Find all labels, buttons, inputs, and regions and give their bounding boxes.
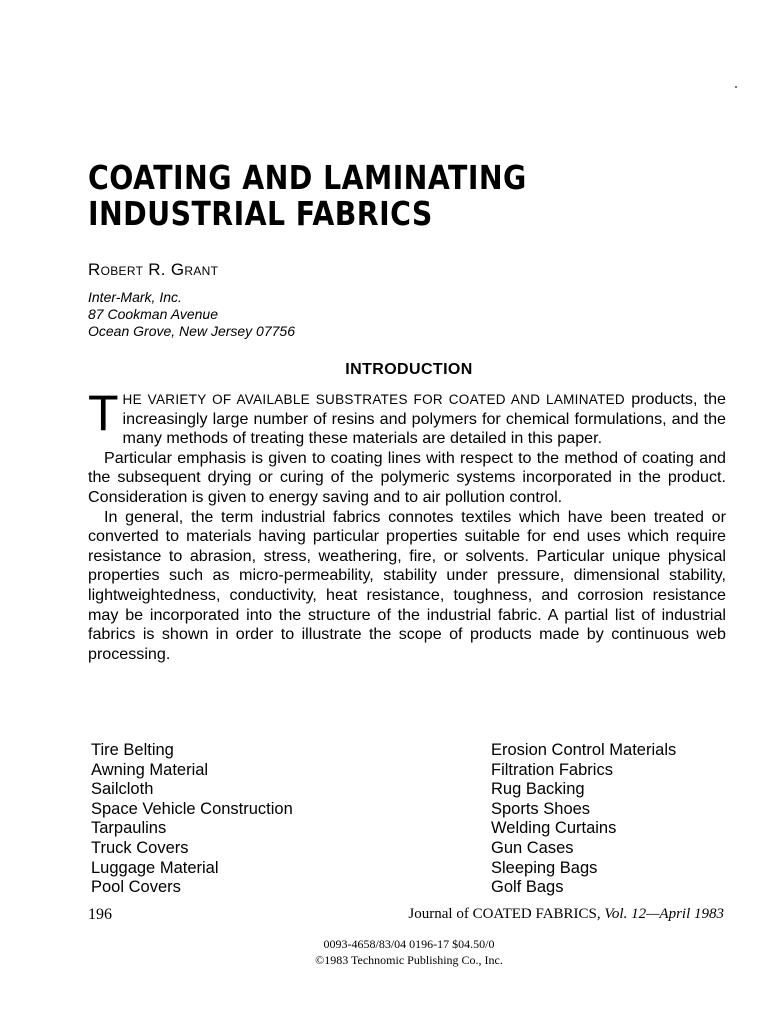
copyright-line: ©1983 Technomic Publishing Co., Inc. bbox=[315, 953, 503, 967]
list-item: Sports Shoes bbox=[491, 799, 591, 818]
affiliation-line-3: Ocean Grove, New Jersey 07756 bbox=[88, 323, 295, 339]
paragraph-3: In general, the term industrial fabrics connotes textiles which have been treated or converted to materials having particular properties suitable for end uses which require resistance to abrasion, stress, weathering, fire, or solvents. Particular unique physical properties such as micro-permeability, stability under pressure, dimensional stability, lightweightedness, conductivity, heat resistance, toughness, and corrosion resistance may be incorporated into the structure of the industrial fabric. A partial list of industrial fabrics is shown in order to illustrate the scope of products made by continuous web processing. bbox=[88, 507, 726, 663]
title-line-1: COATING AND LAMINATING bbox=[88, 158, 527, 197]
paragraph-1-text: products, the increasingly large number of resins and polymers for chemical formulations, and the many methods of treating these materials are detailed in this paper. bbox=[122, 390, 726, 448]
list-item: Luggage Material bbox=[91, 858, 219, 877]
list-item: Golf Bags bbox=[491, 878, 564, 897]
page-number: 196 bbox=[88, 906, 112, 923]
list-item: Pool Covers bbox=[91, 878, 181, 897]
journal-volume: Vol. 12—April 1983 bbox=[604, 906, 724, 922]
title-line-2: INDUSTRIAL FABRICS bbox=[88, 194, 433, 233]
paragraph-1-lead: HE VARIETY OF AVAILABLE SUBSTRATES FOR COATED AND LAMINATED bbox=[122, 392, 625, 407]
section-heading: INTRODUCTION bbox=[345, 361, 473, 378]
drop-cap: T bbox=[88, 385, 119, 441]
paragraph-1 bbox=[88, 385, 726, 449]
fabric-list-right bbox=[491, 741, 676, 898]
scan-speck bbox=[735, 86, 737, 88]
fabric-list-left bbox=[91, 741, 293, 898]
list-item: Sailcloth bbox=[91, 780, 154, 799]
list-item: Filtration Fabrics bbox=[491, 760, 613, 779]
list-item: Welding Curtains bbox=[491, 819, 617, 838]
list-item: Sleeping Bags bbox=[491, 858, 598, 877]
journal-name: Journal of COATED FABRICS, bbox=[408, 906, 601, 922]
body-text bbox=[88, 385, 726, 664]
affiliation-line-2: 87 Cookman Avenue bbox=[88, 306, 218, 322]
list-item: Rug Backing bbox=[491, 780, 585, 799]
list-item: Erosion Control Materials bbox=[491, 741, 677, 759]
affiliation-line-1: Inter-Mark, Inc. bbox=[88, 289, 182, 305]
journal-citation bbox=[408, 906, 724, 923]
article-code: 0093-4658/83/04 0196-17 $04.50/0 bbox=[323, 937, 495, 951]
list-item: Tarpaulins bbox=[91, 819, 167, 838]
list-item: Space Vehicle Construction bbox=[91, 799, 293, 818]
article-title bbox=[88, 160, 621, 232]
list-item: Truck Covers bbox=[91, 838, 189, 857]
list-item: Awning Material bbox=[91, 760, 209, 779]
publication-info bbox=[0, 936, 768, 968]
author-name: Robert R. Grant bbox=[88, 260, 219, 279]
paragraph-2: Particular emphasis is given to coating lines with respect to the method of coating and the subsequent drying or curing of the polymeric systems incorporated in the product. Consideration is given to energy saving and to air pollution control. bbox=[88, 448, 726, 506]
list-item: Tire Belting bbox=[91, 741, 174, 759]
list-item: Gun Cases bbox=[491, 838, 574, 857]
author-affiliation bbox=[88, 289, 295, 340]
